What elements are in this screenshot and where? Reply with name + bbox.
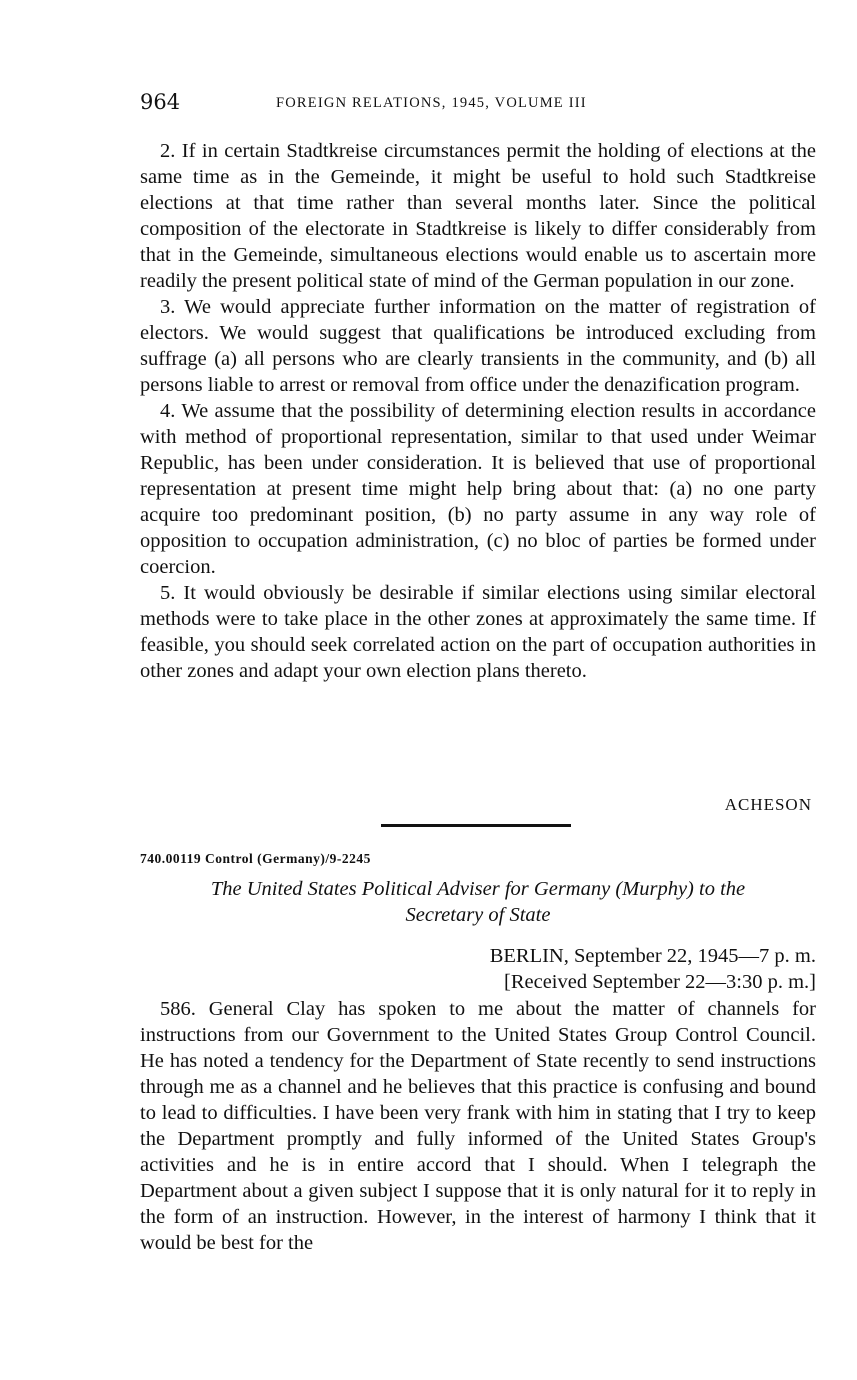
dateline [430, 943, 816, 969]
paragraph-3: 3. We would appreciate further information on the matter of registration of electors. We would suggest that qualifications be introduced excluding from suffrage (a) all persons who are clearly transients in the community, and (b) all persons liable to arrest or removal from office under the denazification program. [140, 296, 816, 396]
document-title-line-2: Secretary of State [405, 904, 551, 926]
received-line: [Received September 22—3:30 p. m.] [504, 971, 816, 993]
paragraph-4: 4. We assume that the possibility of determining election results in accordance with method of proportional representation, similar to that used under Weimar Republic, has been under consideration. It is believed that use of proportional representation at present time might help bring about that: (a) no one party acquire too predominant position, (b) no party assume in any way role of opposition to occupation administration, (c) no bloc of parties be formed under coercion. [140, 400, 816, 578]
document-title [140, 876, 816, 928]
dateline-date: , September 22, 1945—7 p. m. [563, 945, 816, 967]
file-number: 740.00119 Control (Germany)/9-2245 [140, 851, 371, 866]
page-number: 964 [140, 90, 181, 114]
paragraph-5: 5. It would obviously be desirable if similar elections using similar electoral methods were to take place in the other zones at approximately the same time. If feasible, you should seek correlated action on the part of occupation authorities in other zones and adapt your own election plans thereto. [140, 582, 816, 682]
message-body [140, 996, 816, 1256]
signature: ACHESON [724, 795, 812, 814]
section-divider [381, 824, 571, 827]
telegram-body [140, 138, 816, 684]
page-header [140, 90, 816, 120]
paragraph-2: 2. If in certain Stadtkreise circumstances permit the holding of elections at the same time as in the Gemeinde, it might be useful to hold such Stadtkreise elections at that time rather than several months later. Since the political composition of the electorate in Stadtkreise is likely to differ considerably from that in the Gemeinde, simultaneous elections would enable us to ascertain more readily the present political state of mind of the German population in our zone. [140, 140, 816, 292]
paragraph-586: 586. General Clay has spoken to me about the matter of channels for instructions from our Government to the United States Group Control Council. He has noted a tendency for the Department of State recently to send instructions through me as a channel and he believes that this practice is confusing and bound to lead to difficulties. I have been very frank with him in stating that I try to keep the Department promptly and fully informed of the United States Group's activities and he is in entire accord that I should. When I telegraph the Department about a given subject I suppose that it is only natural for it to reply in the form of an instruction. However, in the interest of harmony I think that it would be best for the [140, 998, 816, 1254]
document-title-line-1: The United States Political Adviser for Germany (Murphy) to the [210, 878, 746, 900]
running-title: FOREIGN RELATIONS, 1945, VOLUME III [276, 95, 587, 111]
dateline-place: BERLIN [489, 945, 564, 967]
